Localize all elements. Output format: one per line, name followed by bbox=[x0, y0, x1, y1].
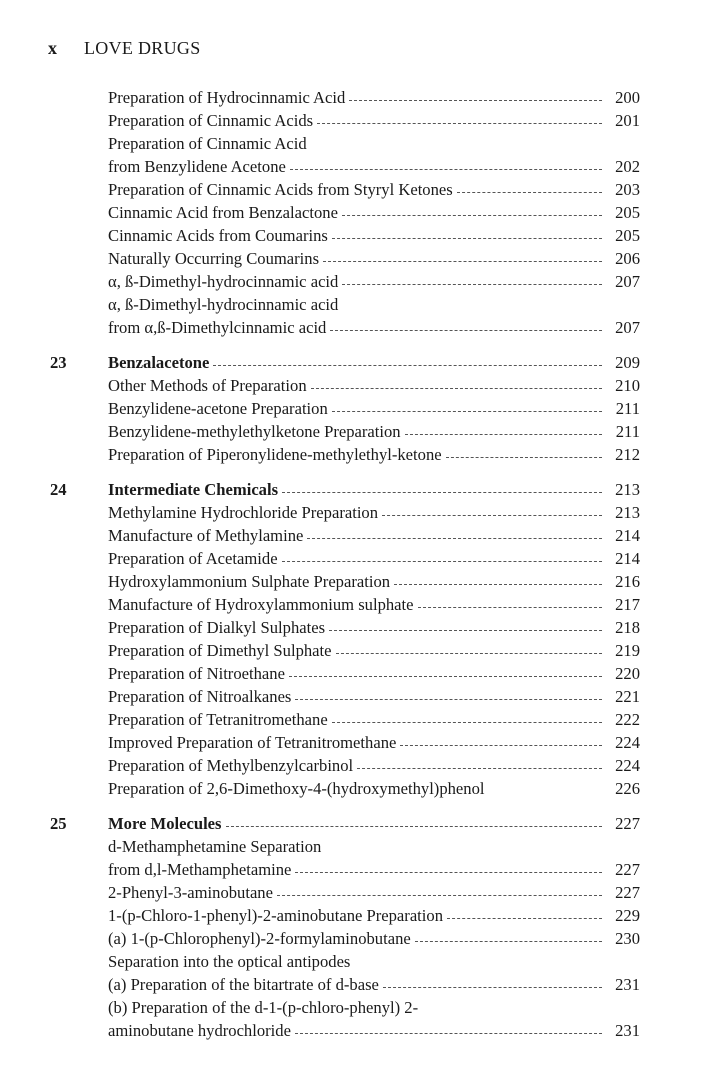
toc-entry bbox=[50, 178, 640, 201]
toc-entry bbox=[50, 316, 640, 339]
entry-title: aminobutane hydrochloride bbox=[108, 1021, 291, 1040]
section-gap bbox=[50, 466, 640, 478]
dotted-leader bbox=[330, 330, 602, 331]
page-number: 201 bbox=[615, 111, 640, 130]
toc-entry bbox=[50, 904, 640, 927]
toc-entry bbox=[50, 662, 640, 685]
entry-title: Cinnamic Acids from Coumarins bbox=[108, 226, 328, 245]
page-number: 207 bbox=[615, 272, 640, 291]
dotted-leader bbox=[447, 918, 602, 919]
entry-title: Methylamine Hydrochloride Preparation bbox=[108, 503, 379, 522]
page-number: 221 bbox=[615, 687, 640, 706]
dotted-leader bbox=[295, 1033, 602, 1034]
dotted-leader bbox=[226, 826, 603, 827]
page-number: 211 bbox=[615, 422, 640, 441]
entry-title: Preparation of Cinnamic Acids bbox=[108, 111, 314, 130]
page-number-roman: x bbox=[48, 38, 57, 58]
page-number: 205 bbox=[615, 226, 640, 245]
toc-entry bbox=[50, 708, 640, 731]
toc-entry bbox=[50, 270, 640, 293]
entry-title: Benzylidene-acetone Preparation bbox=[108, 399, 328, 418]
toc-entry bbox=[50, 524, 640, 547]
dotted-leader bbox=[349, 100, 602, 101]
chapter-number: 25 bbox=[50, 814, 67, 833]
entry-title: Manufacture of Hydroxylammonium sulphate bbox=[108, 595, 414, 614]
page-number: 200 bbox=[615, 88, 640, 107]
page-number: 206 bbox=[615, 249, 640, 268]
entry-title: d-Methamphetamine Separation bbox=[108, 837, 322, 856]
entry-title: Manufacture of Methylamine bbox=[108, 526, 304, 545]
page-number: 230 bbox=[615, 929, 640, 948]
dotted-leader bbox=[282, 561, 602, 562]
toc-entry bbox=[50, 374, 640, 397]
entry-title: α, ß-Dimethyl-hydrocinnamic acid bbox=[108, 295, 339, 314]
page-number: 231 bbox=[615, 975, 640, 994]
entry-title: Preparation of Cinnamic Acid bbox=[108, 134, 307, 153]
toc-entry bbox=[50, 397, 640, 420]
toc-entry bbox=[50, 420, 640, 443]
toc-chapter-entry bbox=[50, 351, 640, 374]
page-number: 231 bbox=[615, 1021, 640, 1040]
page-number: 224 bbox=[615, 756, 640, 775]
toc-entry bbox=[50, 247, 640, 270]
toc-entry bbox=[50, 996, 640, 1019]
dotted-leader bbox=[277, 895, 602, 896]
dotted-leader bbox=[295, 699, 602, 700]
entry-title: Improved Preparation of Tetranitromethane bbox=[108, 733, 397, 752]
dotted-leader bbox=[213, 365, 602, 366]
entry-title: from d,l-Methamphetamine bbox=[108, 860, 292, 879]
dotted-leader bbox=[295, 872, 602, 873]
page-number: 214 bbox=[615, 549, 640, 568]
entry-title: from Benzylidene Acetone bbox=[108, 157, 286, 176]
toc-entry bbox=[50, 835, 640, 858]
toc-entry bbox=[50, 501, 640, 524]
dotted-leader bbox=[394, 584, 602, 585]
entry-title: Other Methods of Preparation bbox=[108, 376, 307, 395]
dotted-leader bbox=[382, 515, 602, 516]
entry-title: Preparation of Nitroalkanes bbox=[108, 687, 292, 706]
toc-entry bbox=[50, 881, 640, 904]
toc-chapter-entry bbox=[50, 812, 640, 835]
page-number: 216 bbox=[615, 572, 640, 591]
page-number: 227 bbox=[615, 883, 640, 902]
page-number: 229 bbox=[615, 906, 640, 925]
chapter-title: More Molecules bbox=[108, 814, 222, 833]
page-number: 227 bbox=[615, 860, 640, 879]
entry-title: from α,ß-Dimethylcinnamic acid bbox=[108, 318, 327, 337]
toc-entry bbox=[50, 973, 640, 996]
page-number: 205 bbox=[615, 203, 640, 222]
dotted-leader bbox=[357, 768, 602, 769]
toc-entry bbox=[50, 777, 640, 800]
toc-entry bbox=[50, 86, 640, 109]
toc-entry bbox=[50, 547, 640, 570]
toc-entry bbox=[50, 593, 640, 616]
dotted-leader bbox=[332, 411, 602, 412]
dotted-leader bbox=[323, 261, 602, 262]
page-number: 213 bbox=[615, 503, 640, 522]
dotted-leader bbox=[332, 722, 602, 723]
running-header bbox=[48, 38, 201, 59]
dotted-leader bbox=[446, 457, 602, 458]
page-number: 226 bbox=[615, 779, 640, 798]
entry-title: Preparation of Hydrocinnamic Acid bbox=[108, 88, 346, 107]
toc-entry bbox=[50, 858, 640, 881]
toc-chapter-entry bbox=[50, 478, 640, 501]
chapter-title: Intermediate Chemicals bbox=[108, 480, 279, 499]
table-of-contents bbox=[50, 86, 640, 1042]
chapter-number: 24 bbox=[50, 480, 67, 499]
chapter-number: 23 bbox=[50, 353, 67, 372]
toc-entry bbox=[50, 685, 640, 708]
section-gap bbox=[50, 339, 640, 351]
dotted-leader bbox=[311, 388, 602, 389]
page-number: 213 bbox=[615, 480, 640, 499]
page-number: 210 bbox=[615, 376, 640, 395]
page-number: 227 bbox=[615, 814, 640, 833]
entry-title: (a) 1-(p-Chlorophenyl)-2-formylaminobutane bbox=[108, 929, 411, 948]
page-number: 224 bbox=[615, 733, 640, 752]
dotted-leader bbox=[342, 215, 602, 216]
dotted-leader bbox=[400, 745, 602, 746]
entry-title: Preparation of Dimethyl Sulphate bbox=[108, 641, 332, 660]
toc-entry bbox=[50, 155, 640, 178]
dotted-leader bbox=[336, 653, 602, 654]
entry-title: Preparation of Piperonylidene-methylethyl-ketone bbox=[108, 445, 442, 464]
toc-entry bbox=[50, 1019, 640, 1042]
entry-title: Preparation of Dialkyl Sulphates bbox=[108, 618, 326, 637]
toc-entry bbox=[50, 950, 640, 973]
dotted-leader bbox=[383, 987, 602, 988]
dotted-leader bbox=[342, 284, 602, 285]
page-number: 214 bbox=[615, 526, 640, 545]
toc-entry bbox=[50, 927, 640, 950]
entry-title: Preparation of 2,6-Dimethoxy-4-(hydroxymethyl)phenol bbox=[108, 779, 485, 798]
toc-entry bbox=[50, 132, 640, 155]
entry-title: Separation into the optical antipodes bbox=[108, 952, 351, 971]
toc-entry bbox=[50, 443, 640, 466]
book-title: LOVE DRUGS bbox=[84, 38, 201, 58]
dotted-leader bbox=[329, 630, 602, 631]
entry-title: Preparation of Cinnamic Acids from Styryl Ketones bbox=[108, 180, 453, 199]
page-number: 207 bbox=[615, 318, 640, 337]
section-gap bbox=[50, 800, 640, 812]
dotted-leader bbox=[289, 676, 602, 677]
toc-entry bbox=[50, 224, 640, 247]
entry-title: Preparation of Nitroethane bbox=[108, 664, 285, 683]
dotted-leader bbox=[457, 192, 602, 193]
dotted-leader bbox=[405, 434, 602, 435]
page-number: 218 bbox=[615, 618, 640, 637]
toc-entry bbox=[50, 109, 640, 132]
toc-entry bbox=[50, 570, 640, 593]
toc-entry bbox=[50, 639, 640, 662]
dotted-leader bbox=[332, 238, 602, 239]
dotted-leader bbox=[418, 607, 602, 608]
entry-title: (a) Preparation of the bitartrate of d-base bbox=[108, 975, 379, 994]
page-number: 212 bbox=[615, 445, 640, 464]
page-number: 222 bbox=[615, 710, 640, 729]
entry-title: α, ß-Dimethyl-hydrocinnamic acid bbox=[108, 272, 339, 291]
dotted-leader bbox=[282, 492, 602, 493]
toc-entry bbox=[50, 754, 640, 777]
entry-title: Naturally Occurring Coumarins bbox=[108, 249, 320, 268]
dotted-leader bbox=[290, 169, 602, 170]
toc-entry bbox=[50, 293, 640, 316]
page-number: 211 bbox=[615, 399, 640, 418]
entry-title: Benzylidene-methylethylketone Preparation bbox=[108, 422, 401, 441]
page-number: 209 bbox=[615, 353, 640, 372]
toc-entry bbox=[50, 616, 640, 639]
entry-title: (b) Preparation of the d-1-(p-chloro-phenyl) 2- bbox=[108, 998, 419, 1017]
dotted-leader bbox=[317, 123, 602, 124]
entry-title: Preparation of Acetamide bbox=[108, 549, 278, 568]
chapter-title: Benzalacetone bbox=[108, 353, 210, 372]
page-number: 217 bbox=[615, 595, 640, 614]
page-number: 203 bbox=[615, 180, 640, 199]
page-number: 219 bbox=[615, 641, 640, 660]
entry-title: Hydroxylammonium Sulphate Preparation bbox=[108, 572, 391, 591]
dotted-leader bbox=[415, 941, 602, 942]
entry-title: Preparation of Tetranitromethane bbox=[108, 710, 328, 729]
page-number: 202 bbox=[615, 157, 640, 176]
entry-title: Preparation of Methylbenzylcarbinol bbox=[108, 756, 354, 775]
page-number: 220 bbox=[615, 664, 640, 683]
entry-title: Cinnamic Acid from Benzalactone bbox=[108, 203, 338, 222]
entry-title: 2-Phenyl-3-aminobutane bbox=[108, 883, 273, 902]
toc-entry bbox=[50, 731, 640, 754]
dotted-leader bbox=[307, 538, 602, 539]
entry-title: 1-(p-Chloro-1-phenyl)-2-aminobutane Preparation bbox=[108, 906, 443, 925]
toc-entry bbox=[50, 201, 640, 224]
